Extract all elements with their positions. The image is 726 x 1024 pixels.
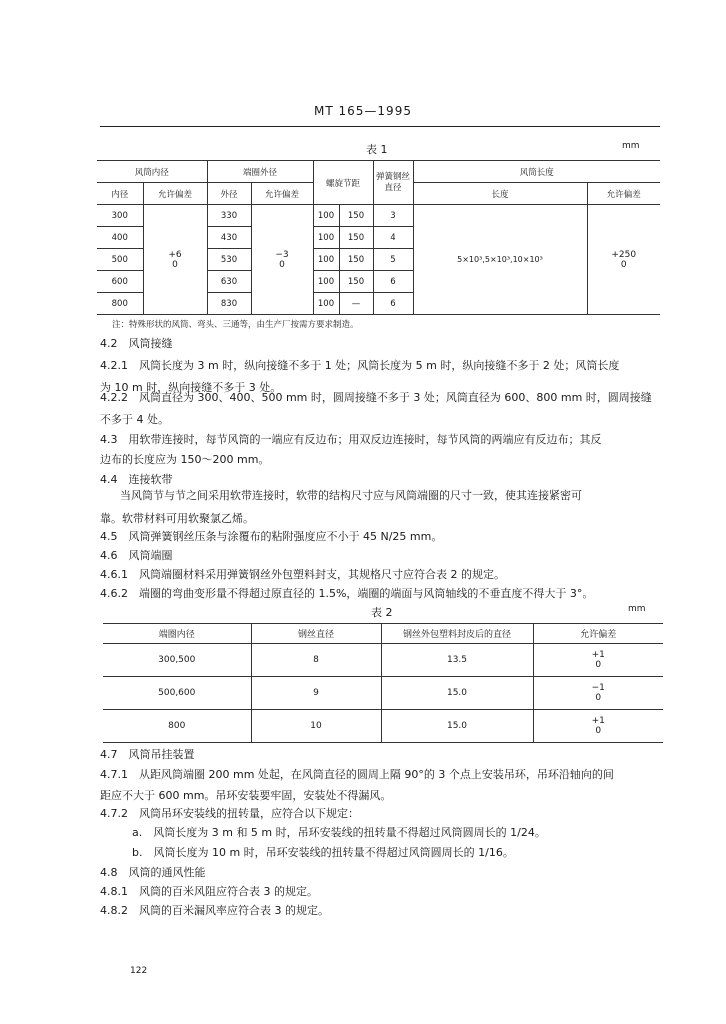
th-duct-inner: 风筒内径 <box>97 161 207 183</box>
para-4-2-1b: 为 10 m 时，纵向接缝不多于 3 处。 <box>100 381 282 394</box>
para-4-7-1b: 距应不大于 600 mm。吊环安装要牢固，安装处不得漏风。 <box>100 789 392 802</box>
para-4-7-2a: a. 风筒长度为 3 m 和 5 m 时，吊环安装线的扭转量不得超过风筒圆周长的 1/24。 <box>132 826 546 839</box>
th-duct-length: 风筒长度 <box>413 161 660 183</box>
th-coated-dia: 钢丝外包塑料封皮后的直径 <box>381 624 533 644</box>
para-4-4a: 当风筒节与节之间采用软带连接时，软带的结构尺寸应与风筒端圈的尺寸一致，使其连接紧密可 <box>120 489 582 502</box>
section-4-7: 4.7 风筒吊挂装置 <box>100 748 195 761</box>
section-4-8: 4.8 风筒的通风性能 <box>100 866 206 879</box>
section-4-2: 4.2 风筒接缝 <box>100 337 173 350</box>
th-tol3: 允许偏差 <box>587 183 660 205</box>
para-4-8-1: 4.8.1 风筒的百米风阻应符合表 3 的规定。 <box>100 885 318 898</box>
th-flange-outer: 端圈外径 <box>207 161 313 183</box>
para-4-5: 4.5 风筒弹簧钢丝压条与涂覆布的粘附强度应不小于 45 N/25 mm。 <box>100 530 443 543</box>
th-spring-wire: 弹簧钢丝直径 <box>373 161 413 205</box>
length-tolerance: +250 0 <box>587 205 660 315</box>
header-rule <box>100 126 660 127</box>
table1-caption: 表 1 <box>366 143 388 156</box>
table-row: 300,500 8 13.5 +1 0 <box>103 644 663 677</box>
th-spiral-pitch: 螺旋节距 <box>313 161 373 205</box>
table-row: 600 630 100 150 6 <box>97 271 660 293</box>
table-row: 400 430 100 150 4 <box>97 227 660 249</box>
para-4-3a: 4.3 用软带连接时，每节风筒的一端应有反边布；用双反边连接时，每节风筒的两端应有反边布；其反 <box>100 433 602 446</box>
para-4-7-2b: b. 风筒长度为 10 m 时，吊环安装线的扭转量不得超过风筒圆周长的 1/16。 <box>132 846 514 859</box>
th-tolerance: 允许偏差 <box>533 624 663 644</box>
outer-tolerance: −3 0 <box>251 205 313 315</box>
para-4-2-2b: 不多于 4 处。 <box>100 413 169 426</box>
inner-tolerance: +6 0 <box>143 205 207 315</box>
para-4-8-2: 4.8.2 风筒的百米漏风率应符合表 3 的规定。 <box>100 904 329 917</box>
para-4-4b: 靠。软带材料可用软聚氯乙烯。 <box>100 512 254 525</box>
section-4-6: 4.6 风筒端圈 <box>100 549 173 562</box>
table-row: 300 +6 0 330 −3 0 100 150 3 5×10³,5×10³,10×10³ +250 0 <box>97 205 660 227</box>
para-4-2-2a: 4.2.2 风筒直径为 300、400、500 mm 时，圆周接缝不多于 3 处；风筒直径为 600、800 mm 时，圆周接缝 <box>100 391 652 404</box>
para-4-7-1a: 4.7.1 从距风筒端圈 200 mm 处起，在风筒直径的圆周上隔 90°的 3 个点上安装吊环，吊环沿轴向的间 <box>100 768 614 781</box>
section-4-4: 4.4 连接软带 <box>100 473 173 486</box>
table-row: 500,600 9 15.0 −1 0 <box>103 677 663 710</box>
table1-note: 注：特殊形状的风筒、弯头、三通等，由生产厂按需方要求制造。 <box>112 320 359 330</box>
para-4-2-1a: 4.2.1 风筒长度为 3 m 时，纵向接缝不多于 1 处；风筒长度为 5 m 时，纵向接缝不多于 2 处；风筒长度 <box>100 359 620 372</box>
table2-unit: mm <box>628 604 646 614</box>
table1 <box>97 160 660 315</box>
para-4-6-1: 4.6.1 风筒端圈材料采用弹簧钢丝外包塑料封支，其规格尺寸应符合表 2 的规定。 <box>100 568 505 581</box>
th-tol: 允许偏差 <box>143 183 207 205</box>
table2 <box>103 623 663 743</box>
page-header: MT 165—1995 <box>314 104 412 118</box>
th-inner: 内径 <box>97 183 143 205</box>
para-4-6-2: 4.6.2 端圈的弯曲变形量不得超过原直径的 1.5%，端圈的端面与风筒轴线的不垂直度不得大于 3°。 <box>100 587 594 600</box>
table-row: 800 10 15.0 +1 0 <box>103 710 663 743</box>
table-row: 500 530 100 150 5 <box>97 249 660 271</box>
th-outer: 外径 <box>207 183 251 205</box>
para-4-3b: 边布的长度应为 150～200 mm。 <box>100 453 270 466</box>
table1-unit: mm <box>622 141 640 151</box>
th-length: 长度 <box>413 183 587 205</box>
table2-caption: 表 2 <box>371 606 393 619</box>
th-wire-dia: 钢丝直径 <box>251 624 381 644</box>
length-values: 5×10³,5×10³,10×10³ <box>413 205 587 315</box>
table-row: 800 830 100 — 6 <box>97 293 660 315</box>
th-tol2: 允许偏差 <box>251 183 313 205</box>
para-4-7-2: 4.7.2 风筒吊环安装线的扭转量，应符合以下规定： <box>100 807 359 820</box>
th-flange-inner: 端圈内径 <box>103 624 251 644</box>
page-number: 122 <box>130 966 148 976</box>
